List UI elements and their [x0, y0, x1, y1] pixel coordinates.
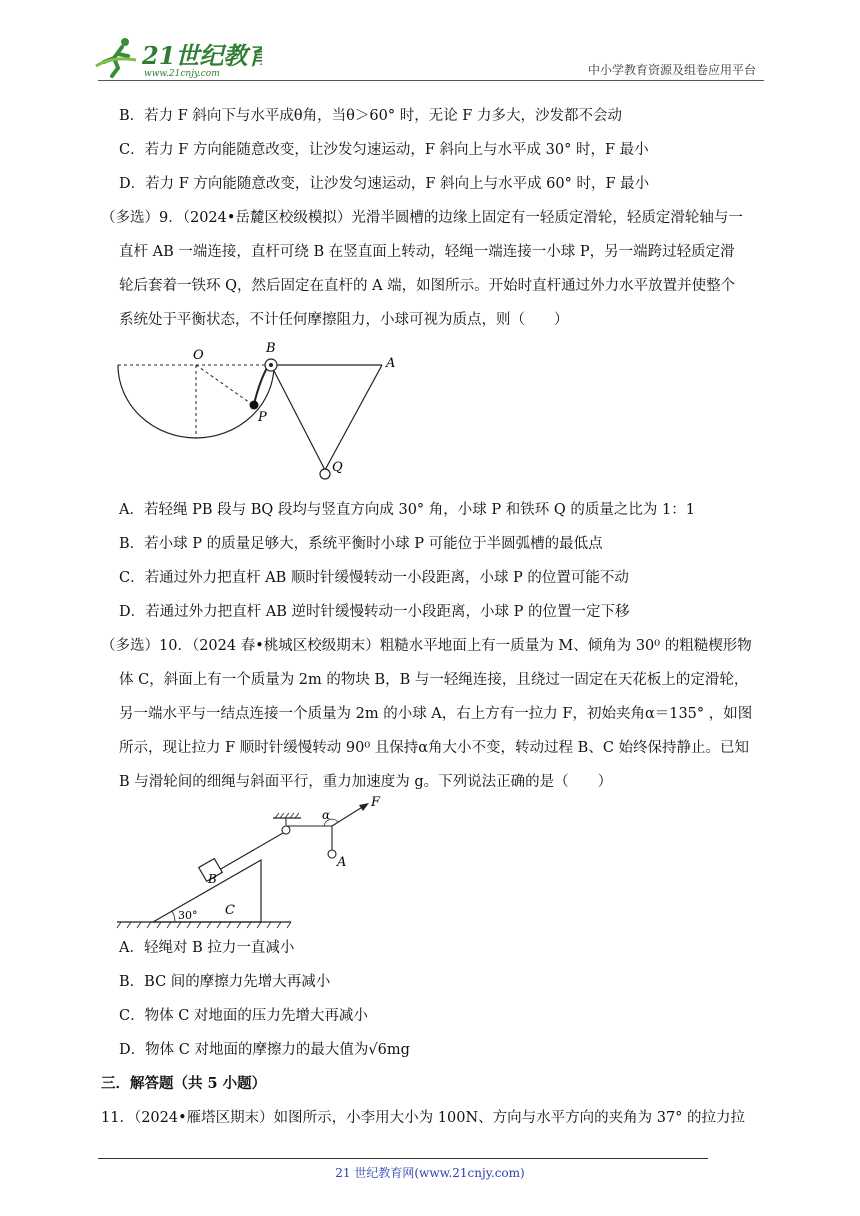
q10-stem-line-5: B 与滑轮间的细绳与斜面平行，重力加速度为 g。下列说法正确的是（ ） — [119, 774, 613, 790]
q10-label-alpha: α — [322, 808, 331, 822]
q9-label-q: Q — [332, 460, 343, 475]
q10-label-f: F — [371, 795, 381, 810]
section-title: 三．解答题（共 5 小题） — [101, 1075, 267, 1092]
header-divider — [98, 80, 764, 81]
q9-ball-p — [250, 401, 259, 410]
q9-ring-q — [320, 469, 330, 479]
q10-label-angle: 30° — [178, 909, 198, 922]
q10-stem-line-3: 另一端水平与一结点连接一个质量为 2m 的小球 A，右上方有一拉力 F，初始夹角α＝135° ，如图 — [119, 706, 753, 722]
q9-label-b: B — [266, 341, 276, 356]
q10-option-b: B．BC 间的摩擦力先增大再减小 — [119, 974, 331, 990]
q9-label-p: P — [258, 410, 267, 425]
q10-label-a: A — [337, 855, 347, 870]
q9-option-b: B．若小球 P 的质量足够大，系统平衡时小球 P 可能位于半圆弧槽的最低点 — [119, 536, 603, 552]
logo-main-text: 21世纪教育 — [142, 41, 262, 70]
q10-force-arrow-icon — [359, 803, 369, 811]
q9-rope-bq — [271, 365, 325, 470]
q9-stem-line-1: （多选）9．（2024•岳麓区校级模拟）光滑半圆槽的边缘上固定有一轻质定滑轮，轻质定滑轮轴与一 — [101, 210, 743, 226]
q11-stem-line-1: 11．（2024•雁塔区期末）如图所示，小李用大小为 100N、方向与水平方向的夹角为 37° 的拉力拉 — [101, 1110, 746, 1126]
q9-option-a: A．若轻绳 PB 段与 BQ 段均与竖直方向成 30° 角，小球 P 和铁环 Q 的质量之比为 1：1 — [119, 502, 695, 518]
q10-option-c: C．物体 C 对地面的压力先增大再减小 — [119, 1008, 368, 1024]
q10-label-b: B — [208, 872, 217, 886]
q9-rope-qa — [325, 365, 382, 470]
q9-stem-line-2: 直杆 AB 一端连接，直杆可绕 B 在竖直面上转动，轻绳一端连接一小球 P，另一端跨过轻质定滑 — [119, 244, 735, 260]
q10-ball-a — [328, 850, 336, 858]
footer-text: 21 世纪教育网(www.21cnjy.com) — [335, 1166, 525, 1180]
logo-sub-text: www.21cnjy.com — [144, 69, 220, 79]
q10-incline-rope — [219, 833, 283, 870]
q8-option-b: B．若力 F 斜向下与水平成θ角，当θ＞60° 时，无论 F 力多大，沙发都不会动 — [119, 108, 622, 124]
q9-label-o: O — [193, 348, 204, 363]
q10-stem-line-2: 体 C，斜面上有一个质量为 2m 的物块 B，B 与一轻绳连接，且绕过一固定在天花板上的定滑轮， — [119, 672, 749, 688]
q9-dashed-radius — [196, 365, 253, 405]
q10-stem-line-4: 所示，现让拉力 F 顺时针缓慢转动 90⁰ 且保持α角大小不变，转动过程 B、C 始终保持静止。已知 — [119, 740, 750, 756]
q9-option-c: C．若通过外力把直杆 AB 顺时针缓慢转动一小段距离，小球 P 的位置可能不动 — [119, 570, 629, 586]
footer-divider — [98, 1158, 708, 1159]
q9-stem-line-3: 轮后套着一铁环 Q，然后固定在直杆的 A 端，如图所示。开始时直杆通过外力水平放置并使整个 — [119, 278, 736, 294]
q9-option-d: D．若通过外力把直杆 AB 逆时针缓慢转动一小段距离，小球 P 的位置一定下移 — [119, 604, 630, 620]
q9-figure — [110, 340, 410, 490]
q9-stem-line-4: 系统处于平衡状态，不计任何摩擦阻力，小球可视为质点，则（ ） — [119, 312, 569, 328]
site-logo — [92, 36, 262, 80]
q10-option-a: A．轻绳对 B 拉力一直减小 — [119, 940, 295, 956]
q10-force-line — [332, 806, 364, 826]
q8-option-c: C．若力 F 方向能随意改变，让沙发匀速运动，F 斜向上与水平成 30° 时，F 最小 — [119, 142, 649, 158]
q10-stem-line-1: （多选）10．（2024 春•桃城区校级期末）粗糙水平地面上有一质量为 M、倾角为 30⁰ 的粗糙楔形物 — [101, 638, 752, 654]
q10-pulley — [282, 826, 290, 834]
q10-figure — [115, 792, 395, 934]
q10-option-d: D．物体 C 对地面的摩擦力的最大值为√6mg — [119, 1042, 410, 1058]
q9-label-a: A — [386, 356, 396, 371]
q8-option-d: D．若力 F 方向能随意改变，让沙发匀速运动，F 斜向上与水平成 60° 时，F 最小 — [119, 176, 650, 192]
platform-name: 中小学教育资源及组卷应用平台 — [587, 63, 756, 77]
logo-runner-icon — [92, 36, 262, 80]
q10-label-c: C — [225, 903, 235, 918]
